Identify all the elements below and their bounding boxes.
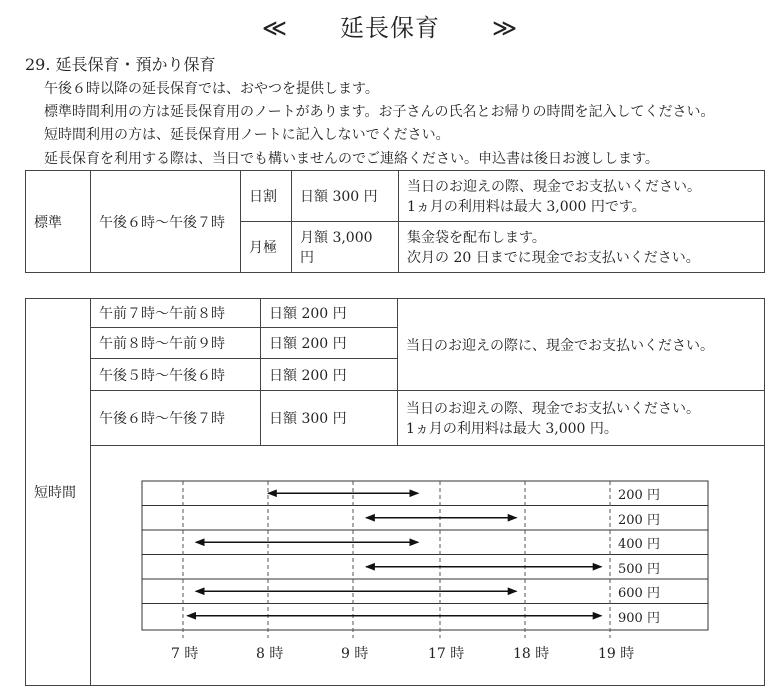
daily-fee: 日額 300 円 [292, 171, 399, 222]
short-time-2: 午前８時～午前９時 [91, 328, 261, 359]
time-tick-label: 8 時 [256, 646, 284, 662]
short-fee-2: 日額 200 円 [261, 328, 398, 359]
short-time-1: 午前７時～午前８時 [91, 299, 261, 328]
time-tick-label: 9 時 [341, 646, 369, 662]
monthly-type: 月極 [241, 222, 292, 273]
short-fee-3: 日額 200 円 [261, 359, 398, 391]
paragraph-4: 延長保育を利用する際は、当日でも構いませんのでご連絡ください。申込書は後日お渡しします。 [44, 151, 659, 167]
monthly-fee: 月額 3,000 円 [292, 222, 399, 273]
standard-table [25, 170, 765, 273]
short-label: 短時間 [26, 299, 91, 686]
daily-note-line2: 1ヵ月の利用料は最大 3,000 円です。 [407, 199, 646, 215]
standard-time: 午後６時～午後７時 [91, 171, 241, 273]
price-label: 200 円 [618, 512, 660, 528]
short-fee-1: 日額 200 円 [261, 299, 398, 328]
paragraph-2: 標準時間利用の方は延長保育用のノートがあります。お子さんの氏名とお帰りの時間を記入してください。 [44, 104, 715, 120]
short-note-b [398, 391, 765, 446]
short-fee-4: 日額 300 円 [261, 391, 398, 446]
page-title [0, 8, 780, 43]
price-label: 200 円 [618, 488, 660, 504]
daily-note-line1: 当日のお迎えの際、現金でお支払いください。 [407, 179, 701, 195]
monthly-note-line1: 集金袋を配布します。 [407, 230, 546, 246]
short-time-4: 午後６時～午後７時 [91, 391, 261, 446]
title-right-mark: ≫ [492, 14, 519, 42]
price-label: 500 円 [618, 561, 660, 577]
monthly-note [399, 222, 765, 273]
time-tick-label: 19 時 [598, 646, 635, 662]
time-tick-label: 17 時 [428, 646, 465, 662]
title-left-mark: ≪ [261, 14, 288, 42]
time-tick-label: 7 時 [171, 646, 199, 662]
title-text: 延長保育 [340, 14, 440, 42]
short-time-3: 午後５時～午後６時 [91, 359, 261, 391]
monthly-note-line2: 次月の 20 日までに現金でお支払いください。 [407, 250, 700, 266]
short-note-b-line1: 当日のお迎えの際、現金でお支払いください。 [406, 401, 700, 417]
paragraph-3: 短時間利用の方は、延長保育用ノートに記入しないでください。 [44, 127, 450, 143]
price-label: 600 円 [618, 586, 660, 602]
price-label: 400 円 [618, 537, 660, 553]
section-heading: 29. 延長保育・預かり保育 [25, 55, 216, 74]
standard-label: 標準 [26, 171, 91, 273]
price-label: 900 円 [618, 610, 660, 626]
short-note-b-line2: 1ヵ月の利用料は最大 3,000 円。 [406, 421, 618, 437]
paragraph-1: 午後６時以降の延長保育では、おやつを提供します。 [44, 81, 379, 97]
daily-type: 日割 [241, 171, 292, 222]
short-note-a: 当日のお迎えの際に、現金でお支払いください。 [398, 299, 765, 391]
time-tick-label: 18 時 [513, 646, 550, 662]
daily-note [399, 171, 765, 222]
